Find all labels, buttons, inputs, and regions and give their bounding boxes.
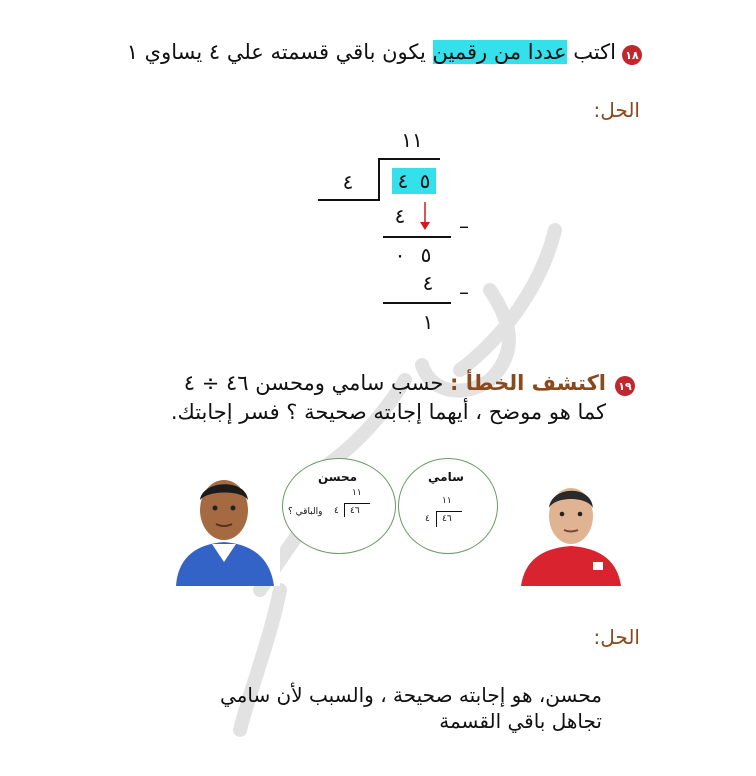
sami-dividend: ٤٦	[442, 514, 452, 524]
question-19-line-2: كما هو موضح ، أيهما إجابته صحيحة ؟ فسر إجابتك.	[170, 400, 606, 424]
division-bar-top	[378, 158, 440, 160]
sami-quotient: ١١	[442, 496, 452, 506]
subtract-line-1	[383, 236, 451, 238]
sami-photo	[515, 478, 627, 586]
question-text-before: اكتب	[573, 40, 616, 64]
minus-sign-2: –	[459, 280, 469, 304]
mohsen-quotient: ١١	[352, 488, 362, 498]
divisor: ٤	[342, 170, 354, 194]
highlighted-phrase: عددا من رقمين	[432, 40, 567, 64]
solution-label: الحل:	[593, 98, 640, 122]
question-number-badge: ١٩	[615, 376, 635, 396]
dividend-digit-left: ٤	[397, 169, 409, 193]
question-19-prompt: حسب سامي ومحسن ٤٦ ÷ ٤	[183, 371, 444, 395]
mohsen-name: محسن	[318, 470, 358, 484]
step-2-left: ٠	[394, 243, 406, 267]
subtract-step-1: ٤	[394, 204, 406, 228]
remainder: ١	[422, 310, 434, 334]
sami-bracket	[436, 511, 437, 527]
question-18-text	[127, 40, 616, 64]
mohsen-bar	[344, 503, 370, 504]
minus-sign-1: –	[459, 214, 469, 238]
answer-line-1: محسن، هو إجابته صحيحة ، والسبب لأن سامي	[219, 683, 602, 707]
quotient: ١١	[401, 128, 423, 152]
sami-divisor: ٤	[425, 514, 430, 524]
mohsen-divisor: ٤	[334, 506, 339, 516]
sami-bar	[436, 511, 462, 512]
question-text-after: يكون باقي قسمته علي ٤ يساوي ١	[126, 40, 426, 64]
divisor-underline	[318, 199, 380, 201]
sami-name: سامي	[428, 470, 464, 484]
division-bracket	[378, 158, 380, 200]
mohsen-note: والباقي ؟	[288, 507, 323, 517]
question-19-line-1	[184, 371, 606, 395]
subtract-line-2	[383, 302, 451, 304]
bring-down-arrow-icon	[419, 200, 431, 232]
mohsen-bracket	[344, 503, 345, 517]
subtract-step-2: ٤	[422, 271, 434, 295]
answer-line-2: تجاهل باقي القسمة	[439, 709, 602, 733]
mohsen-photo	[168, 470, 280, 586]
step-2-right: ٥	[420, 243, 432, 267]
question-19-title: اكتشف الخطأ :	[450, 371, 606, 395]
dividend-digit-right: ٥	[419, 169, 431, 193]
mohsen-dividend: ٤٦	[350, 506, 360, 516]
solution-label-2: الحل:	[593, 625, 640, 649]
question-number-badge: ١٨	[622, 45, 642, 65]
